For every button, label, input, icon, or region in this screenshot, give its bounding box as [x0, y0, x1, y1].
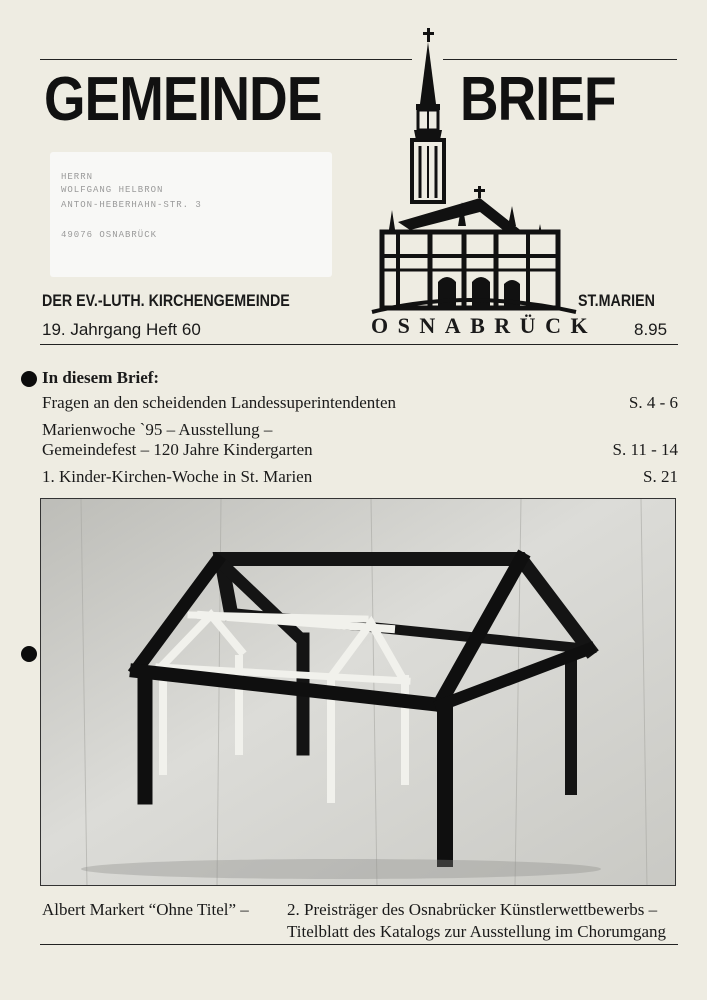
caption-line-1: 2. Preisträger des Osnabrücker Künstlerwettbewerbs – [287, 900, 658, 919]
church-name: ST.MARIEN [578, 291, 655, 310]
congregation-name: DER EV.-LUTH. KIRCHENGEMEINDE [42, 291, 290, 310]
contents-section [42, 368, 678, 494]
toc-item [42, 393, 678, 413]
masthead-title-left: GEMEINDE [44, 65, 322, 134]
caption-line-2: Titelblatt des Katalogs zur Ausstellung im Chorumgang [287, 922, 667, 941]
masthead-title-right: BRIEF [460, 65, 616, 134]
issue-date: 8.95 [634, 320, 668, 339]
address-line: HERRN [61, 172, 94, 182]
punch-hole-icon [21, 371, 37, 387]
address-line: WOLFGANG HELBRON [61, 185, 164, 195]
punch-hole-icon [21, 646, 37, 662]
sculpture-photo [40, 498, 676, 886]
toc-item-page: S. 21 [643, 467, 678, 486]
contents-heading: In diesem Brief: [42, 368, 160, 387]
address-line: 49076 OSNABRÜCK [61, 230, 158, 240]
address-label [50, 152, 332, 277]
church-illustration-icon [368, 26, 580, 314]
volume-issue: 19. Jahrgang Heft 60 [42, 320, 201, 339]
toc-item-title: Gemeindefest – 120 Jahre Kindergarten [42, 440, 313, 459]
toc-item [42, 420, 678, 460]
toc-item-page: S. 4 - 6 [628, 393, 678, 412]
footer-rule [40, 944, 678, 945]
toc-item-title: Fragen an den scheidenden Landessuperintendenten [42, 393, 397, 412]
toc-item-title: 1. Kinder-Kirchen-Woche in St. Marien [42, 467, 313, 486]
toc-item-title: Marienwoche `95 – Ausstellung – [42, 420, 273, 439]
city-name: OSNABRÜCK [371, 313, 598, 338]
toc-item [42, 467, 678, 487]
caption-artist: Albert Markert “Ohne Titel” – [42, 900, 249, 919]
toc-item-page: S. 11 - 14 [612, 440, 678, 459]
subtitle-rule [40, 344, 678, 345]
masthead-top-rule-left [40, 59, 412, 60]
address-line: ANTON-HEBERHAHN-STR. 3 [61, 200, 202, 210]
